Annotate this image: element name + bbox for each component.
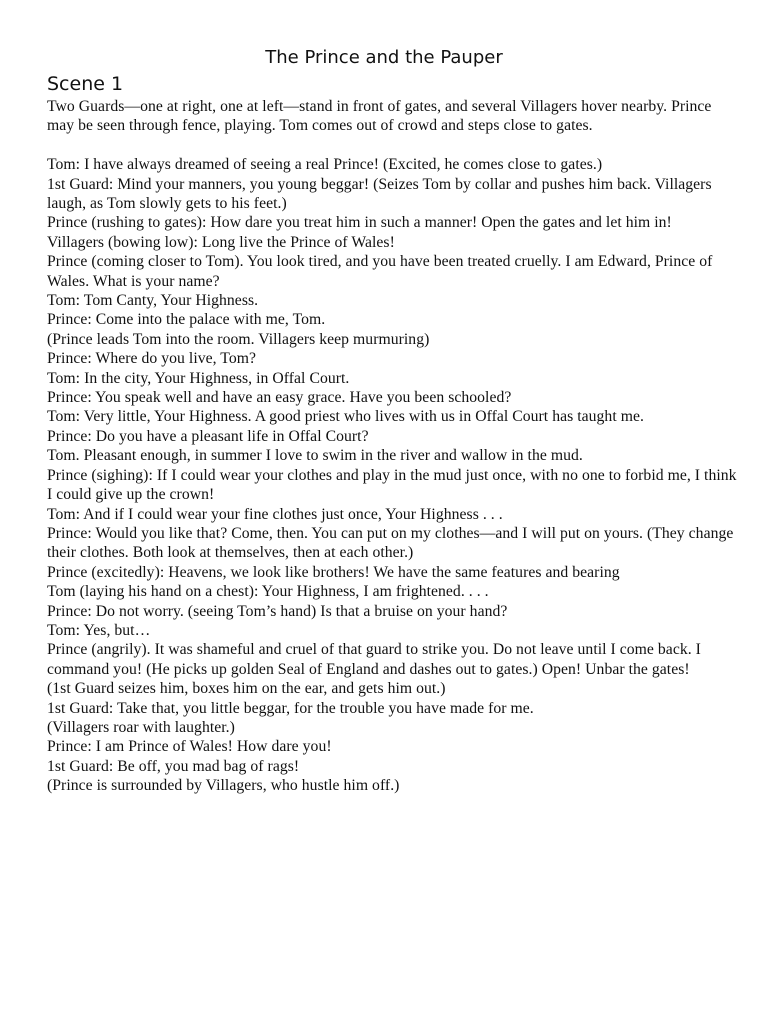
document-title: The Prince and the Pauper (265, 47, 503, 68)
dialogue-line: Tom (laying his hand on a chest): Your Highness, I am frightened. . . . (47, 583, 489, 601)
script-body (47, 97, 737, 796)
dialogue-line: Tom: In the city, Your Highness, in Offal Court. (47, 369, 350, 387)
dialogue-line: Tom: And if I could wear your fine clothes just once, Your Highness . . . (47, 505, 503, 523)
stage-direction-intro: Two Guards—one at right, one at left—stand in front of gates, and several Villagers hover nearby. Prince may be seen through fence, playing. Tom comes out of crowd and steps close to gates. (47, 98, 712, 135)
stage-direction: (1st Guard seizes him, boxes him on the ear, and gets him out.) (47, 680, 446, 698)
dialogue-line: Prince: I am Prince of Wales! How dare you! (47, 738, 332, 756)
dialogue-line: Prince: Do not worry. (seeing Tom’s hand) Is that a bruise on your hand? (47, 602, 508, 620)
dialogue-line: 1st Guard: Mind your manners, you young beggar! (Seizes Tom by collar and pushes him back. Villagers laugh, as Tom slowly gets to his feet.) (47, 175, 712, 213)
dialogue-line: Prince (excitedly): Heavens, we look like brothers! We have the same features and bearing (47, 563, 620, 581)
dialogue-line: Prince (angrily). It was shameful and cruel of that guard to strike you. Do not leave until I come back. I command you! (He picks up golden Seal of England and dashes out to gates.) Open! Unbar the gates! (47, 641, 701, 678)
dialogue-line: Prince: You speak well and have an easy grace. Have you been schooled? (47, 389, 512, 407)
dialogue-line: 1st Guard: Be off, you mad bag of rags! (47, 757, 300, 775)
dialogue-line: Prince (sighing): If I could wear your clothes and play in the mud just once, with no one to forbid me, I think I could give up the crown! (47, 466, 737, 504)
dialogue-line: Tom: Yes, but… (47, 621, 151, 639)
dialogue-line: Prince (rushing to gates): How dare you treat him in such a manner! Open the gates and let him in! (47, 214, 672, 232)
dialogue-line: 1st Guard: Take that, you little beggar, for the trouble you have made for me. (47, 699, 534, 717)
scene-heading: Scene 1 (47, 73, 124, 95)
dialogue-line: Tom: Very little, Your Highness. A good priest who lives with us in Offal Court has taught me. (47, 408, 644, 426)
dialogue-line: Tom: I have always dreamed of seeing a real Prince! (Excited, he comes close to gates.) (47, 156, 603, 174)
dialogue-line: Prince: Do you have a pleasant life in Offal Court? (47, 427, 369, 445)
dialogue-line: Prince (coming closer to Tom). You look tired, and you have been treated cruelly. I am Edward, Prince of Wales. What is your name? (47, 253, 713, 290)
dialogue-line: Prince: Come into the palace with me, Tom. (47, 311, 326, 329)
stage-direction: (Prince leads Tom into the room. Villagers keep murmuring) (47, 330, 430, 348)
stage-direction: (Villagers roar with laughter.) (47, 718, 235, 736)
dialogue-line: Villagers (bowing low): Long live the Prince of Wales! (47, 233, 395, 251)
dialogue-line: Prince: Where do you live, Tom? (47, 350, 256, 368)
dialogue-line: Prince: Would you like that? Come, then. You can put on my clothes—and I will put on yours. (They change their clothes. Both look at themselves, then at each other.) (47, 524, 734, 562)
dialogue-line: Tom: Tom Canty, Your Highness. (47, 292, 259, 310)
stage-direction: (Prince is surrounded by Villagers, who hustle him off.) (47, 777, 400, 795)
dialogue-line: Tom. Pleasant enough, in summer I love to swim in the river and wallow in the mud. (47, 447, 583, 465)
